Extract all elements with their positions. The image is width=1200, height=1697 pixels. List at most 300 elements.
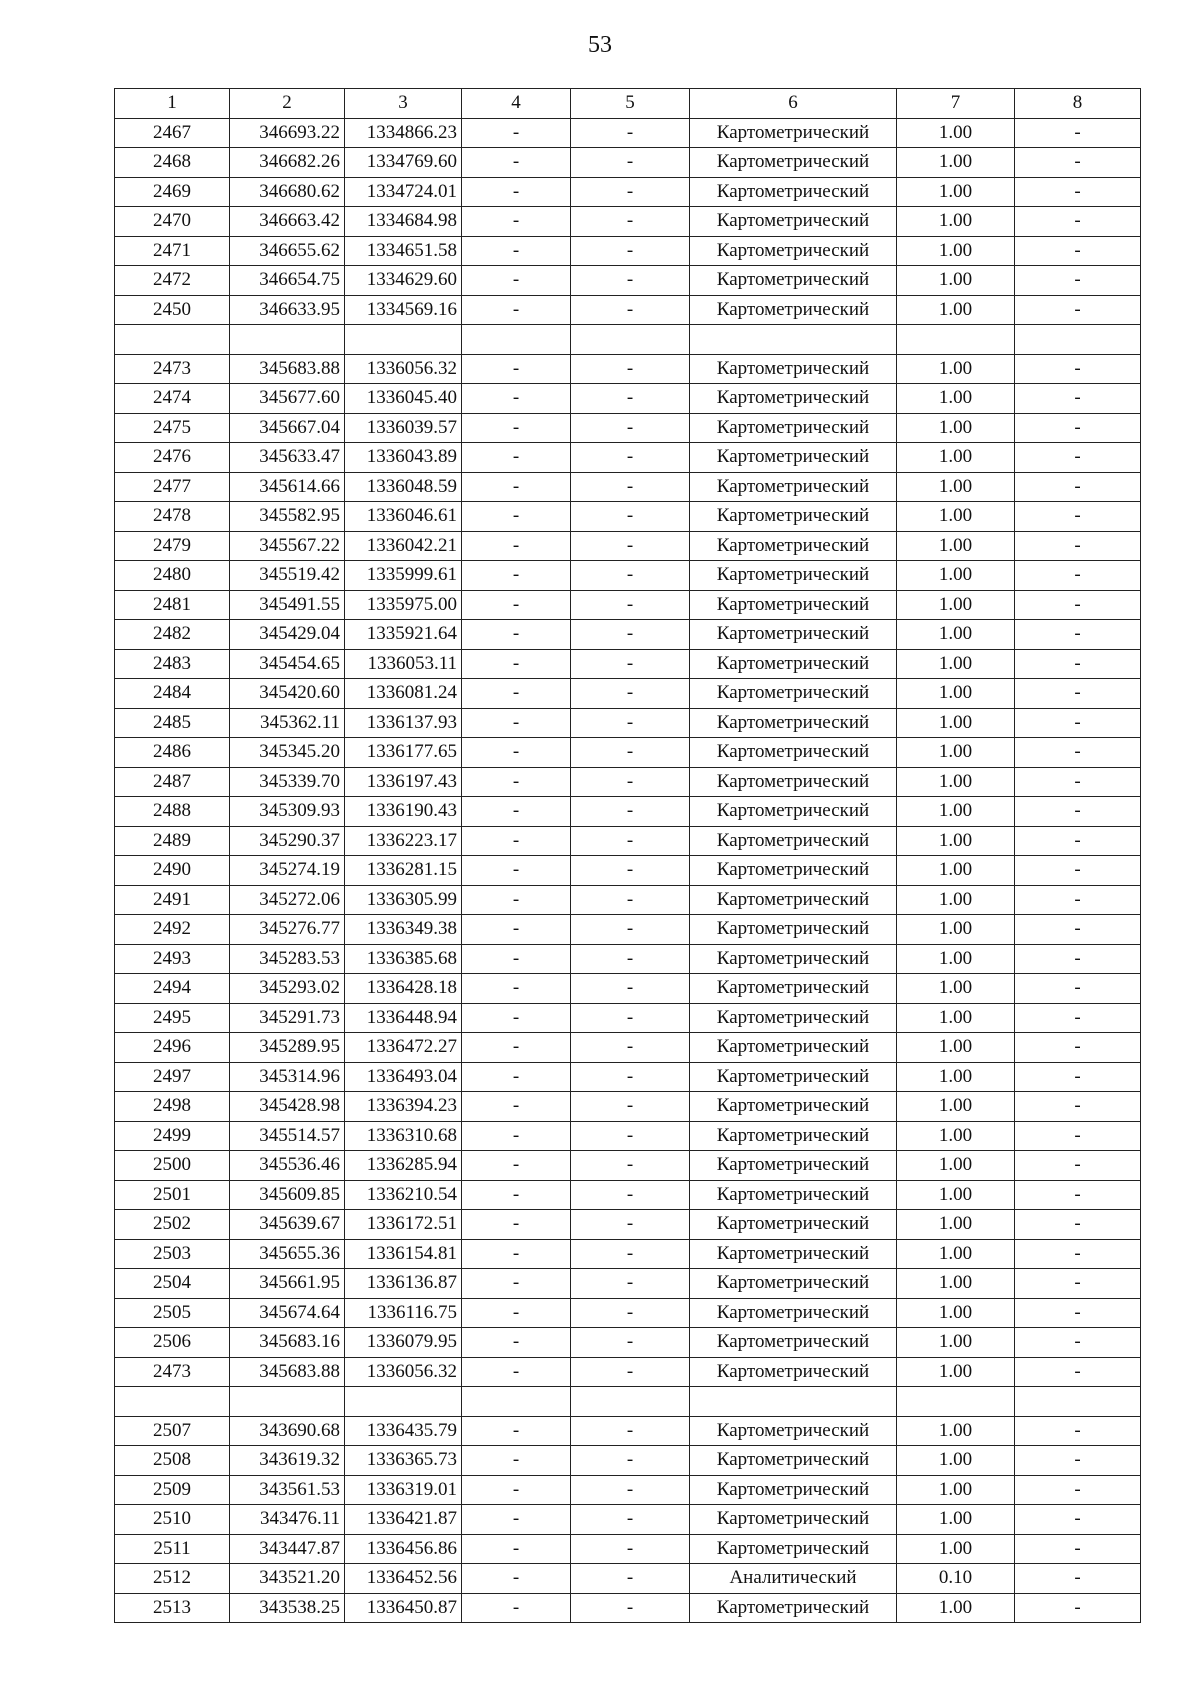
cell-col-4: - xyxy=(462,266,571,296)
cell-col-8: - xyxy=(1015,1210,1141,1240)
cell-y-coordinate: 1336056.32 xyxy=(345,354,462,384)
cell-point-number: 2505 xyxy=(115,1298,230,1328)
cell-point-number: 2498 xyxy=(115,1092,230,1122)
cell-col-5: - xyxy=(571,502,690,532)
table-row xyxy=(115,1328,1141,1358)
cell-col-5: - xyxy=(571,1298,690,1328)
table-row xyxy=(115,1151,1141,1181)
cell-col-4: - xyxy=(462,531,571,561)
table-row xyxy=(115,944,1141,974)
cell-col-5: - xyxy=(571,1269,690,1299)
cell-method: Картометрический xyxy=(690,354,897,384)
cell-method: Картометрический xyxy=(690,885,897,915)
cell-col-4: - xyxy=(462,708,571,738)
cell-col-4: - xyxy=(462,590,571,620)
cell-point-number: 2493 xyxy=(115,944,230,974)
table-row xyxy=(115,620,1141,650)
cell-y-coordinate: 1336310.68 xyxy=(345,1121,462,1151)
cell-col-4: - xyxy=(462,148,571,178)
column-header-7: 7 xyxy=(897,89,1015,119)
cell-method: Картометрический xyxy=(690,856,897,886)
cell-y-coordinate: 1336319.01 xyxy=(345,1475,462,1505)
cell-col-8: - xyxy=(1015,207,1141,237)
cell-method: Картометрический xyxy=(690,118,897,148)
cell-y-coordinate: 1336190.43 xyxy=(345,797,462,827)
cell-point-number: 2495 xyxy=(115,1003,230,1033)
cell-accuracy: 1.00 xyxy=(897,1151,1015,1181)
table-row xyxy=(115,443,1141,473)
cell-col-8: - xyxy=(1015,177,1141,207)
cell-col-4: - xyxy=(462,915,571,945)
cell-accuracy: 1.00 xyxy=(897,1593,1015,1623)
cell-point-number: 2490 xyxy=(115,856,230,886)
cell-accuracy: 1.00 xyxy=(897,1357,1015,1387)
cell-method: Картометрический xyxy=(690,1534,897,1564)
table-row xyxy=(115,384,1141,414)
cell-x-coordinate: 343690.68 xyxy=(230,1416,345,1446)
cell-col-4: - xyxy=(462,443,571,473)
cell-y-coordinate: 1336197.43 xyxy=(345,767,462,797)
cell-x-coordinate: 345314.96 xyxy=(230,1062,345,1092)
table-row xyxy=(115,1121,1141,1151)
cell-x-coordinate: 345514.57 xyxy=(230,1121,345,1151)
cell-accuracy: 1.00 xyxy=(897,1092,1015,1122)
cell-accuracy: 1.00 xyxy=(897,767,1015,797)
cell-accuracy: 1.00 xyxy=(897,1416,1015,1446)
cell-point-number: 2507 xyxy=(115,1416,230,1446)
column-header-6: 6 xyxy=(690,89,897,119)
cell-method: Картометрический xyxy=(690,1210,897,1240)
page-number: 53 xyxy=(588,32,612,58)
cell-x-coordinate: 345683.88 xyxy=(230,354,345,384)
cell-method: Картометрический xyxy=(690,1593,897,1623)
cell-method: Картометрический xyxy=(690,148,897,178)
table-row xyxy=(115,118,1141,148)
cell-col-5: - xyxy=(571,1180,690,1210)
cell-col-5: - xyxy=(571,1357,690,1387)
cell-y-coordinate: 1336137.93 xyxy=(345,708,462,738)
cell-col-8: - xyxy=(1015,1180,1141,1210)
cell-point-number: 2474 xyxy=(115,384,230,414)
cell-accuracy xyxy=(897,325,1015,355)
cell-point-number: 2488 xyxy=(115,797,230,827)
table-row xyxy=(115,856,1141,886)
cell-point-number xyxy=(115,1387,230,1417)
cell-point-number: 2494 xyxy=(115,974,230,1004)
cell-y-coordinate: 1336428.18 xyxy=(345,974,462,1004)
cell-point-number: 2485 xyxy=(115,708,230,738)
cell-col-8: - xyxy=(1015,590,1141,620)
cell-x-coordinate: 345582.95 xyxy=(230,502,345,532)
cell-x-coordinate: 345614.66 xyxy=(230,472,345,502)
cell-col-4: - xyxy=(462,472,571,502)
cell-x-coordinate: 346663.42 xyxy=(230,207,345,237)
cell-y-coordinate: 1336435.79 xyxy=(345,1416,462,1446)
table-row xyxy=(115,1033,1141,1063)
cell-accuracy: 1.00 xyxy=(897,118,1015,148)
table-row xyxy=(115,1239,1141,1269)
cell-accuracy: 1.00 xyxy=(897,1328,1015,1358)
cell-col-8: - xyxy=(1015,472,1141,502)
cell-accuracy: 1.00 xyxy=(897,1180,1015,1210)
cell-x-coordinate: 343521.20 xyxy=(230,1564,345,1594)
cell-col-8: - xyxy=(1015,767,1141,797)
cell-col-5: - xyxy=(571,1416,690,1446)
cell-col-8: - xyxy=(1015,1357,1141,1387)
cell-point-number: 2510 xyxy=(115,1505,230,1535)
cell-method: Картометрический xyxy=(690,1475,897,1505)
table-row xyxy=(115,1446,1141,1476)
cell-y-coordinate: 1336349.38 xyxy=(345,915,462,945)
cell-col-4: - xyxy=(462,502,571,532)
cell-y-coordinate: 1335999.61 xyxy=(345,561,462,591)
cell-x-coordinate: 343538.25 xyxy=(230,1593,345,1623)
cell-col-8: - xyxy=(1015,826,1141,856)
cell-y-coordinate: 1336172.51 xyxy=(345,1210,462,1240)
separator-row xyxy=(115,1387,1141,1417)
column-header-4: 4 xyxy=(462,89,571,119)
cell-col-5: - xyxy=(571,708,690,738)
cell-col-4: - xyxy=(462,1121,571,1151)
cell-point-number: 2500 xyxy=(115,1151,230,1181)
cell-method: Картометрический xyxy=(690,1357,897,1387)
coordinates-table xyxy=(114,88,1141,1623)
cell-col-4: - xyxy=(462,944,571,974)
cell-y-coordinate: 1336452.56 xyxy=(345,1564,462,1594)
table-row xyxy=(115,472,1141,502)
cell-col-8: - xyxy=(1015,1534,1141,1564)
table-row xyxy=(115,413,1141,443)
cell-col-5: - xyxy=(571,767,690,797)
cell-col-8: - xyxy=(1015,1328,1141,1358)
cell-col-4: - xyxy=(462,295,571,325)
cell-col-5: - xyxy=(571,236,690,266)
cell-method: Картометрический xyxy=(690,531,897,561)
cell-x-coordinate: 345683.88 xyxy=(230,1357,345,1387)
cell-col-8: - xyxy=(1015,443,1141,473)
cell-point-number: 2473 xyxy=(115,1357,230,1387)
cell-x-coordinate: 345677.60 xyxy=(230,384,345,414)
cell-y-coordinate: 1336285.94 xyxy=(345,1151,462,1181)
cell-accuracy: 1.00 xyxy=(897,266,1015,296)
cell-point-number: 2509 xyxy=(115,1475,230,1505)
cell-point-number: 2487 xyxy=(115,767,230,797)
cell-method: Картометрический xyxy=(690,472,897,502)
cell-y-coordinate: 1334651.58 xyxy=(345,236,462,266)
cell-col-5: - xyxy=(571,915,690,945)
cell-x-coordinate: 345609.85 xyxy=(230,1180,345,1210)
cell-col-8: - xyxy=(1015,1121,1141,1151)
table-row xyxy=(115,679,1141,709)
cell-y-coordinate: 1336136.87 xyxy=(345,1269,462,1299)
cell-y-coordinate: 1336448.94 xyxy=(345,1003,462,1033)
cell-accuracy: 1.00 xyxy=(897,738,1015,768)
cell-col-5: - xyxy=(571,561,690,591)
cell-method: Картометрический xyxy=(690,620,897,650)
cell-point-number: 2467 xyxy=(115,118,230,148)
cell-col-8: - xyxy=(1015,1003,1141,1033)
table-row xyxy=(115,885,1141,915)
cell-col-4: - xyxy=(462,1151,571,1181)
cell-point-number: 2502 xyxy=(115,1210,230,1240)
cell-y-coordinate: 1334769.60 xyxy=(345,148,462,178)
table-row xyxy=(115,1416,1141,1446)
cell-col-4: - xyxy=(462,1534,571,1564)
cell-y-coordinate: 1336472.27 xyxy=(345,1033,462,1063)
cell-col-5: - xyxy=(571,1593,690,1623)
cell-accuracy: 1.00 xyxy=(897,207,1015,237)
cell-col-4: - xyxy=(462,207,571,237)
cell-y-coordinate: 1336210.54 xyxy=(345,1180,462,1210)
cell-method xyxy=(690,1387,897,1417)
cell-point-number: 2508 xyxy=(115,1446,230,1476)
table-row xyxy=(115,738,1141,768)
cell-col-8: - xyxy=(1015,354,1141,384)
table-row xyxy=(115,1269,1141,1299)
cell-point-number: 2476 xyxy=(115,443,230,473)
cell-point-number: 2477 xyxy=(115,472,230,502)
cell-col-8: - xyxy=(1015,856,1141,886)
cell-col-8: - xyxy=(1015,1151,1141,1181)
cell-accuracy: 1.00 xyxy=(897,1121,1015,1151)
cell-method: Картометрический xyxy=(690,413,897,443)
cell-col-4: - xyxy=(462,620,571,650)
cell-y-coordinate: 1336045.40 xyxy=(345,384,462,414)
cell-col-8: - xyxy=(1015,1033,1141,1063)
cell-method: Картометрический xyxy=(690,826,897,856)
cell-y-coordinate: 1336385.68 xyxy=(345,944,462,974)
table-row xyxy=(115,1180,1141,1210)
cell-method: Картометрический xyxy=(690,502,897,532)
cell-col-8: - xyxy=(1015,944,1141,974)
cell-method: Картометрический xyxy=(690,561,897,591)
table-row xyxy=(115,354,1141,384)
cell-col-5: - xyxy=(571,266,690,296)
cell-method: Картометрический xyxy=(690,1416,897,1446)
cell-col-5: - xyxy=(571,1003,690,1033)
cell-col-5: - xyxy=(571,531,690,561)
column-header-1: 1 xyxy=(115,89,230,119)
cell-col-4: - xyxy=(462,1446,571,1476)
table-row xyxy=(115,1534,1141,1564)
table-row xyxy=(115,1062,1141,1092)
cell-accuracy: 1.00 xyxy=(897,649,1015,679)
table-row xyxy=(115,767,1141,797)
cell-x-coordinate xyxy=(230,325,345,355)
cell-col-8: - xyxy=(1015,620,1141,650)
cell-col-8: - xyxy=(1015,413,1141,443)
cell-point-number xyxy=(115,325,230,355)
cell-accuracy: 1.00 xyxy=(897,1033,1015,1063)
cell-x-coordinate: 343447.87 xyxy=(230,1534,345,1564)
table-row xyxy=(115,708,1141,738)
cell-y-coordinate: 1335975.00 xyxy=(345,590,462,620)
cell-point-number: 2478 xyxy=(115,502,230,532)
cell-col-4: - xyxy=(462,974,571,1004)
cell-point-number: 2491 xyxy=(115,885,230,915)
cell-col-5: - xyxy=(571,826,690,856)
cell-method: Картометрический xyxy=(690,974,897,1004)
cell-y-coordinate: 1336056.32 xyxy=(345,1357,462,1387)
cell-col-8: - xyxy=(1015,1416,1141,1446)
cell-col-5: - xyxy=(571,1328,690,1358)
cell-col-4: - xyxy=(462,1180,571,1210)
cell-col-8: - xyxy=(1015,561,1141,591)
cell-y-coordinate: 1334724.01 xyxy=(345,177,462,207)
cell-point-number: 2481 xyxy=(115,590,230,620)
cell-col-4: - xyxy=(462,1239,571,1269)
cell-col-8: - xyxy=(1015,384,1141,414)
table-row xyxy=(115,177,1141,207)
cell-col-8: - xyxy=(1015,502,1141,532)
cell-col-4: - xyxy=(462,1416,571,1446)
cell-col-8: - xyxy=(1015,1446,1141,1476)
cell-col-8: - xyxy=(1015,708,1141,738)
table-row xyxy=(115,1357,1141,1387)
cell-col-4: - xyxy=(462,177,571,207)
cell-method: Картометрический xyxy=(690,236,897,266)
cell-col-4: - xyxy=(462,1564,571,1594)
cell-x-coordinate: 346682.26 xyxy=(230,148,345,178)
cell-y-coordinate: 1336456.86 xyxy=(345,1534,462,1564)
cell-x-coordinate: 343561.53 xyxy=(230,1475,345,1505)
cell-accuracy: 1.00 xyxy=(897,384,1015,414)
cell-accuracy: 1.00 xyxy=(897,856,1015,886)
cell-x-coordinate: 345519.42 xyxy=(230,561,345,591)
cell-method: Картометрический xyxy=(690,266,897,296)
cell-accuracy: 1.00 xyxy=(897,1534,1015,1564)
cell-col-8: - xyxy=(1015,738,1141,768)
cell-method: Картометрический xyxy=(690,767,897,797)
cell-col-5: - xyxy=(571,472,690,502)
table-row xyxy=(115,1564,1141,1594)
cell-point-number: 2511 xyxy=(115,1534,230,1564)
cell-col-5: - xyxy=(571,1210,690,1240)
table-row xyxy=(115,266,1141,296)
cell-y-coordinate: 1336281.15 xyxy=(345,856,462,886)
cell-x-coordinate: 345454.65 xyxy=(230,649,345,679)
cell-col-8: - xyxy=(1015,1593,1141,1623)
cell-accuracy: 1.00 xyxy=(897,1269,1015,1299)
cell-x-coordinate: 345567.22 xyxy=(230,531,345,561)
cell-accuracy: 1.00 xyxy=(897,885,1015,915)
cell-col-5: - xyxy=(571,1505,690,1535)
cell-y-coordinate xyxy=(345,1387,462,1417)
cell-x-coordinate: 346633.95 xyxy=(230,295,345,325)
table-row xyxy=(115,1475,1141,1505)
cell-method: Картометрический xyxy=(690,384,897,414)
cell-col-8: - xyxy=(1015,649,1141,679)
cell-col-4: - xyxy=(462,1062,571,1092)
cell-col-5: - xyxy=(571,295,690,325)
cell-method: Картометрический xyxy=(690,443,897,473)
cell-col-5: - xyxy=(571,590,690,620)
cell-col-4: - xyxy=(462,354,571,384)
cell-accuracy: 1.00 xyxy=(897,502,1015,532)
cell-method: Картометрический xyxy=(690,1298,897,1328)
cell-col-8: - xyxy=(1015,148,1141,178)
cell-method: Картометрический xyxy=(690,1092,897,1122)
cell-col-5: - xyxy=(571,1534,690,1564)
cell-method: Картометрический xyxy=(690,1151,897,1181)
cell-x-coordinate: 345289.95 xyxy=(230,1033,345,1063)
cell-x-coordinate: 345633.47 xyxy=(230,443,345,473)
cell-method xyxy=(690,325,897,355)
cell-col-5: - xyxy=(571,944,690,974)
cell-point-number: 2468 xyxy=(115,148,230,178)
cell-col-4: - xyxy=(462,649,571,679)
cell-y-coordinate: 1334629.60 xyxy=(345,266,462,296)
cell-method: Картометрический xyxy=(690,1180,897,1210)
cell-y-coordinate: 1336421.87 xyxy=(345,1505,462,1535)
cell-point-number: 2504 xyxy=(115,1269,230,1299)
cell-y-coordinate: 1336493.04 xyxy=(345,1062,462,1092)
table-row xyxy=(115,236,1141,266)
cell-x-coordinate: 345683.16 xyxy=(230,1328,345,1358)
cell-y-coordinate: 1336046.61 xyxy=(345,502,462,532)
cell-point-number: 2483 xyxy=(115,649,230,679)
cell-col-5: - xyxy=(571,413,690,443)
cell-x-coordinate: 345276.77 xyxy=(230,915,345,945)
cell-point-number: 2469 xyxy=(115,177,230,207)
cell-col-5: - xyxy=(571,620,690,650)
table-row xyxy=(115,915,1141,945)
cell-col-8: - xyxy=(1015,1269,1141,1299)
cell-col-4: - xyxy=(462,1003,571,1033)
cell-x-coordinate: 345667.04 xyxy=(230,413,345,443)
cell-col-5: - xyxy=(571,384,690,414)
cell-col-4 xyxy=(462,325,571,355)
cell-y-coordinate: 1336043.89 xyxy=(345,443,462,473)
cell-accuracy: 1.00 xyxy=(897,236,1015,266)
cell-y-coordinate: 1336081.24 xyxy=(345,679,462,709)
cell-col-5: - xyxy=(571,679,690,709)
cell-x-coordinate: 343476.11 xyxy=(230,1505,345,1535)
cell-x-coordinate: 345655.36 xyxy=(230,1239,345,1269)
cell-method: Картометрический xyxy=(690,590,897,620)
cell-point-number: 2484 xyxy=(115,679,230,709)
cell-col-4: - xyxy=(462,885,571,915)
cell-col-4: - xyxy=(462,1269,571,1299)
cell-y-coordinate: 1336177.65 xyxy=(345,738,462,768)
cell-accuracy: 1.00 xyxy=(897,797,1015,827)
table-row xyxy=(115,1092,1141,1122)
cell-col-5: - xyxy=(571,1564,690,1594)
cell-point-number: 2503 xyxy=(115,1239,230,1269)
cell-x-coordinate: 345639.67 xyxy=(230,1210,345,1240)
cell-accuracy: 1.00 xyxy=(897,177,1015,207)
cell-x-coordinate: 343619.32 xyxy=(230,1446,345,1476)
cell-col-5: - xyxy=(571,1092,690,1122)
cell-point-number: 2482 xyxy=(115,620,230,650)
cell-col-4: - xyxy=(462,767,571,797)
table-row xyxy=(115,974,1141,1004)
cell-col-5: - xyxy=(571,1239,690,1269)
table-row xyxy=(115,797,1141,827)
table-row xyxy=(115,1593,1141,1623)
cell-point-number: 2471 xyxy=(115,236,230,266)
cell-method: Картометрический xyxy=(690,708,897,738)
cell-method: Картометрический xyxy=(690,207,897,237)
cell-x-coordinate xyxy=(230,1387,345,1417)
cell-point-number: 2489 xyxy=(115,826,230,856)
cell-col-8 xyxy=(1015,325,1141,355)
cell-col-5: - xyxy=(571,1446,690,1476)
cell-col-8: - xyxy=(1015,266,1141,296)
cell-col-4: - xyxy=(462,679,571,709)
cell-y-coordinate: 1336223.17 xyxy=(345,826,462,856)
cell-col-8: - xyxy=(1015,1475,1141,1505)
